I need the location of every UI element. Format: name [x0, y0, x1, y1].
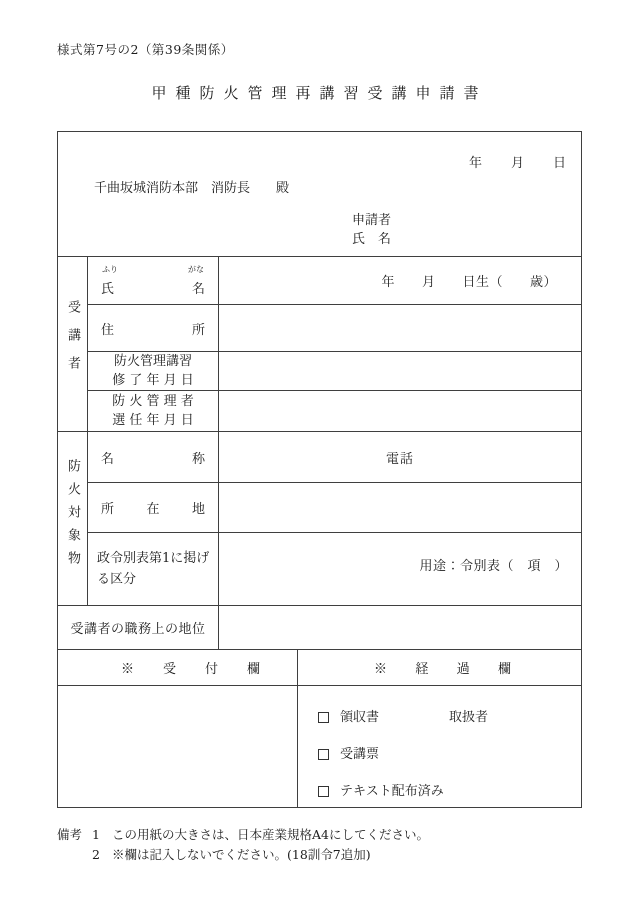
remarks-label: 備考 [57, 827, 83, 842]
property-location-value-cell [219, 483, 582, 533]
checkbox-row-attendance-ticket [318, 747, 581, 763]
page-title: 甲種防火管理再講習受講申請書 [151, 84, 488, 102]
appointment-date-row [58, 391, 582, 432]
remark-line [57, 825, 630, 845]
completion-date-row [58, 352, 582, 391]
progress-body-cell [298, 686, 582, 808]
property-name-row [58, 432, 582, 483]
property-usage-cell: 用途：令別表（ 項 ） [219, 533, 582, 606]
trainee-address-value-cell [219, 305, 582, 352]
trainee-section-cell [58, 257, 88, 432]
reception-column-header: ※ 受 付 欄 [58, 650, 298, 686]
trainee-name-label-cell [88, 257, 219, 305]
checkbox-icon [318, 712, 329, 723]
trainee-name-value-cell: 年 月 日生（ 歳） [219, 257, 582, 305]
trainee-section-label: 受講者 [65, 300, 80, 384]
progress-column-header: ※ 経 過 欄 [298, 650, 582, 686]
position-label: 受講者の職務上の地位 [58, 606, 219, 650]
checkbox-list [298, 694, 581, 800]
applicant-name-label: 氏 名 [352, 232, 392, 247]
property-category-row [58, 533, 582, 606]
trainee-address-label: 住 所 [88, 305, 219, 352]
property-category-label: 政令別表第1に掲げ る区分 [88, 533, 219, 606]
checkbox-icon [318, 749, 329, 760]
position-row [58, 606, 582, 650]
handler-label: 取扱者 [449, 709, 489, 725]
applicant-block [352, 211, 581, 249]
furigana-right: がな [188, 265, 204, 274]
property-location-label: 所 在 地 [88, 483, 219, 533]
remark-line [57, 845, 630, 865]
addressee: 千曲坂城消防本部 消防長 殿 [94, 181, 290, 196]
remark-number: 2 [92, 847, 100, 862]
property-name-label: 名 称 [88, 432, 219, 483]
form-code: 様式第7号の2（第39条関係） [57, 42, 234, 57]
completion-date-value-cell [219, 352, 582, 391]
application-form-table [57, 131, 582, 808]
checkbox-row-textbook [318, 784, 581, 800]
remark-text: この用紙の大きさは、日本産業規格A4にしてください。 [112, 827, 429, 842]
appointment-date-value-cell [219, 391, 582, 432]
date-line: 年 月 日 [469, 156, 568, 171]
completion-date-label: 防火管理講習 修 了 年 月 日 [88, 352, 219, 391]
remark-text: ※欄は記入しないでください。(18訓令7追加) [112, 847, 371, 862]
property-phone-cell: 電話 [219, 432, 582, 483]
checkbox-label: テキスト配布済み [340, 783, 444, 799]
checkbox-row-receipt [318, 710, 581, 726]
applicant-label: 申請者 [352, 213, 392, 228]
property-location-row [58, 483, 582, 533]
checkbox-icon [318, 786, 329, 797]
reception-body-cell [58, 686, 298, 808]
office-body-row [58, 686, 582, 808]
appointment-date-label: 防 火 管 理 者 選 任 年 月 日 [88, 391, 219, 432]
remarks [57, 825, 630, 865]
property-section-cell [58, 432, 88, 606]
property-section-label: 防火対象物 [65, 459, 80, 574]
header-row [58, 132, 582, 257]
position-value-cell [219, 606, 582, 650]
office-header-row [58, 650, 582, 686]
furigana-row [88, 264, 218, 275]
checkbox-label: 領収書 [340, 709, 380, 725]
trainee-name-label: 氏 名 [101, 282, 205, 297]
trainee-address-row [58, 305, 582, 352]
trainee-name-row [58, 257, 582, 305]
checkbox-label: 受講票 [340, 746, 380, 762]
header-cell [58, 132, 582, 257]
furigana-left: ふり [102, 265, 118, 274]
remark-number: 1 [92, 827, 100, 842]
